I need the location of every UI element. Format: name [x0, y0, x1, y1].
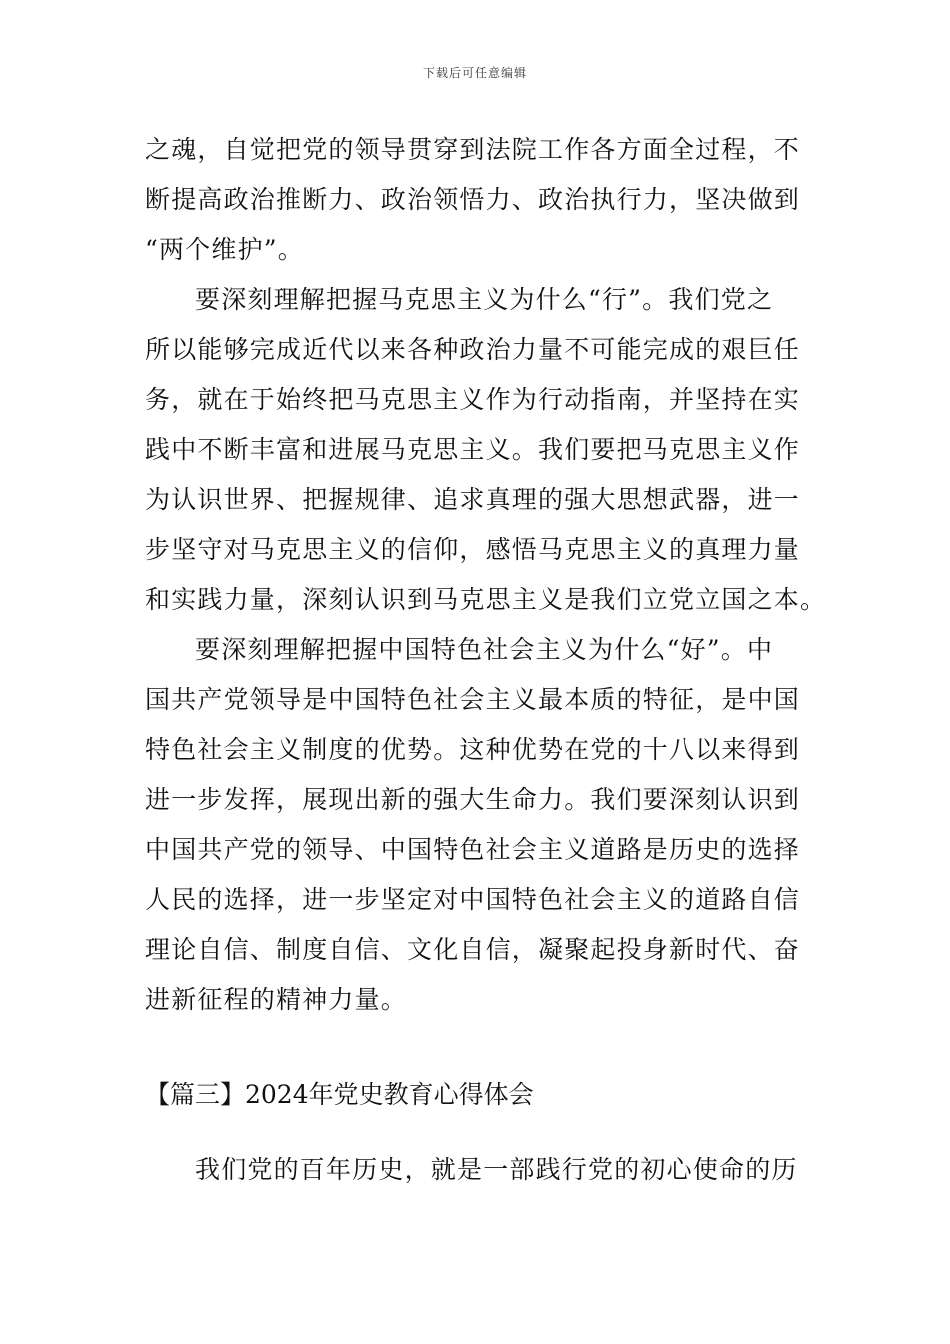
paragraph-line: 中国共产党的领导、中国特色社会主义道路是历史的选择: [145, 835, 801, 864]
paragraph-line: 为认识世界、把握规律、追求真理的强大思想武器，进一: [145, 485, 801, 514]
paragraph-line: 要深刻理解把握马克思主义为什么“行”。我们党之: [195, 285, 774, 314]
paragraph-line: 进一步发挥，展现出新的强大生命力。我们要深刻认识到: [145, 785, 801, 814]
section-heading: 【篇三】2024年党史教育心得体会: [145, 1080, 534, 1109]
paragraph-line: 要深刻理解把握中国特色社会主义为什么“好”。中: [195, 635, 774, 664]
paragraph-line: 所以能够完成近代以来各种政治力量不可能完成的艰巨任: [145, 335, 801, 364]
paragraph-line: 人民的选择，进一步坚定对中国特色社会主义的道路自信: [145, 885, 801, 914]
paragraph-line: 进新征程的精神力量。: [145, 985, 408, 1014]
paragraph-line: 断提高政治推断力、政治领悟力、政治执行力，坚决做到: [145, 185, 801, 214]
paragraph-line: 理论自信、制度自信、文化自信，凝聚起投身新时代、奋: [145, 935, 801, 964]
paragraph-line: 践中不断丰富和进展马克思主义。我们要把马克思主义作: [145, 435, 801, 464]
paragraph-line: “两个维护”。: [145, 235, 304, 264]
paragraph-line: 我们党的百年历史，就是一部践行党的初心使命的历: [195, 1155, 798, 1184]
paragraph-line: 特色社会主义制度的优势。这种优势在党的十八以来得到: [145, 735, 801, 764]
paragraph-line: 和实践力量，深刻认识到马克思主义是我们立党立国之本。: [145, 585, 827, 614]
paragraph-line: 之魂，自觉把党的领导贯穿到法院工作各方面全过程，不: [145, 135, 801, 164]
paragraph-line: 国共产党领导是中国特色社会主义最本质的特征，是中国: [145, 685, 801, 714]
paragraph-line: 步坚守对马克思主义的信仰，感悟马克思主义的真理力量: [145, 535, 801, 564]
page-header-note: 下载后可任意编辑: [422, 66, 527, 80]
paragraph-line: 务，就在于始终把马克思主义作为行动指南，并坚持在实: [145, 385, 801, 414]
